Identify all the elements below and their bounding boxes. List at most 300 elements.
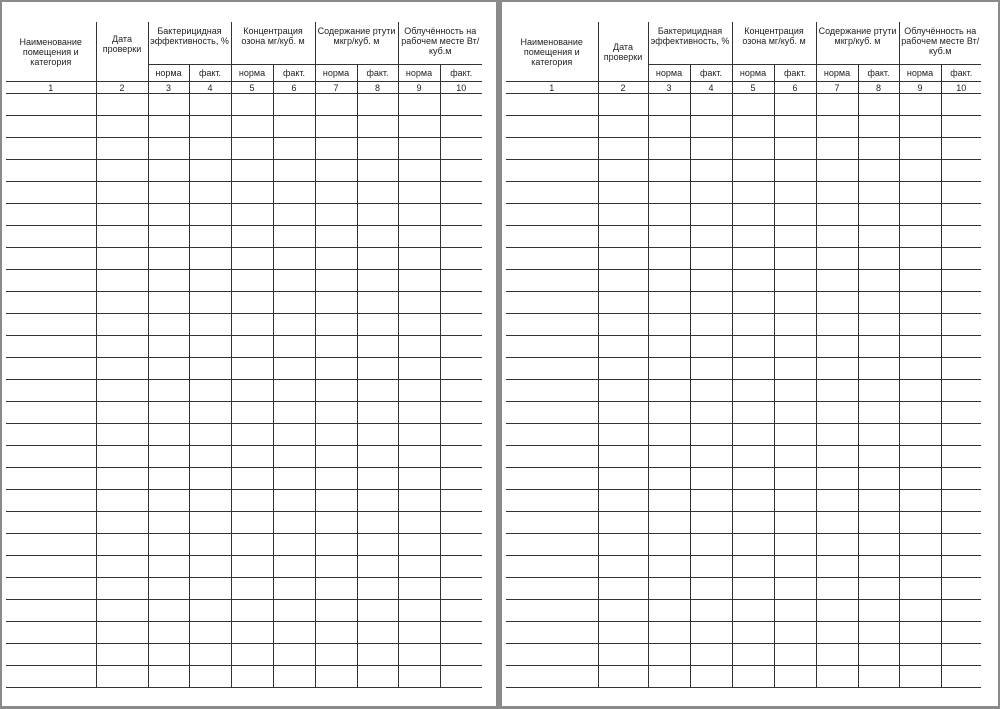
table-cell[interactable]: [858, 226, 899, 248]
table-cell[interactable]: [398, 534, 440, 556]
table-cell[interactable]: [732, 182, 774, 204]
table-cell[interactable]: [315, 116, 357, 138]
table-cell[interactable]: [96, 556, 148, 578]
table-cell[interactable]: [941, 490, 981, 512]
table-cell[interactable]: [732, 160, 774, 182]
table-cell[interactable]: [899, 270, 941, 292]
table-cell[interactable]: [96, 468, 148, 490]
table-cell[interactable]: [816, 160, 858, 182]
table-cell[interactable]: [732, 644, 774, 666]
table-cell[interactable]: [598, 204, 648, 226]
table-cell[interactable]: [315, 358, 357, 380]
table-cell[interactable]: [598, 314, 648, 336]
table-cell[interactable]: [648, 622, 690, 644]
table-cell[interactable]: [273, 204, 315, 226]
table-cell[interactable]: [598, 402, 648, 424]
table-cell[interactable]: [690, 556, 732, 578]
table-cell[interactable]: [941, 644, 981, 666]
table-cell[interactable]: [941, 204, 981, 226]
table-cell[interactable]: [858, 446, 899, 468]
table-cell[interactable]: [273, 226, 315, 248]
table-cell[interactable]: [941, 468, 981, 490]
table-cell[interactable]: [858, 468, 899, 490]
table-cell[interactable]: [315, 534, 357, 556]
table-cell[interactable]: [598, 160, 648, 182]
table-cell[interactable]: [398, 160, 440, 182]
table-cell[interactable]: [648, 380, 690, 402]
table-cell[interactable]: [506, 644, 598, 666]
table-cell[interactable]: [816, 182, 858, 204]
table-cell[interactable]: [231, 468, 273, 490]
table-cell[interactable]: [858, 94, 899, 116]
table-cell[interactable]: [440, 666, 482, 688]
table-cell[interactable]: [96, 270, 148, 292]
table-cell[interactable]: [189, 380, 231, 402]
table-cell[interactable]: [440, 512, 482, 534]
table-cell[interactable]: [774, 380, 816, 402]
table-cell[interactable]: [6, 380, 96, 402]
table-cell[interactable]: [96, 292, 148, 314]
table-cell[interactable]: [648, 468, 690, 490]
table-cell[interactable]: [398, 292, 440, 314]
table-cell[interactable]: [315, 424, 357, 446]
table-cell[interactable]: [231, 138, 273, 160]
table-cell[interactable]: [506, 226, 598, 248]
table-cell[interactable]: [506, 358, 598, 380]
table-cell[interactable]: [189, 402, 231, 424]
table-cell[interactable]: [273, 556, 315, 578]
table-cell[interactable]: [315, 314, 357, 336]
table-cell[interactable]: [941, 556, 981, 578]
table-cell[interactable]: [774, 116, 816, 138]
table-cell[interactable]: [398, 380, 440, 402]
table-cell[interactable]: [189, 666, 231, 688]
table-cell[interactable]: [899, 358, 941, 380]
table-cell[interactable]: [732, 534, 774, 556]
table-cell[interactable]: [315, 600, 357, 622]
table-cell[interactable]: [732, 314, 774, 336]
table-cell[interactable]: [858, 402, 899, 424]
table-cell[interactable]: [6, 446, 96, 468]
table-cell[interactable]: [357, 424, 398, 446]
table-cell[interactable]: [732, 578, 774, 600]
table-cell[interactable]: [148, 446, 189, 468]
table-cell[interactable]: [6, 644, 96, 666]
table-cell[interactable]: [648, 600, 690, 622]
table-cell[interactable]: [648, 556, 690, 578]
table-cell[interactable]: [858, 644, 899, 666]
table-cell[interactable]: [899, 160, 941, 182]
table-cell[interactable]: [148, 204, 189, 226]
table-cell[interactable]: [816, 556, 858, 578]
table-cell[interactable]: [899, 314, 941, 336]
table-cell[interactable]: [273, 424, 315, 446]
table-cell[interactable]: [899, 226, 941, 248]
table-cell[interactable]: [189, 226, 231, 248]
table-cell[interactable]: [690, 358, 732, 380]
table-cell[interactable]: [598, 336, 648, 358]
table-cell[interactable]: [148, 358, 189, 380]
table-cell[interactable]: [598, 490, 648, 512]
table-cell[interactable]: [6, 534, 96, 556]
table-cell[interactable]: [690, 380, 732, 402]
table-cell[interactable]: [816, 534, 858, 556]
table-cell[interactable]: [6, 182, 96, 204]
table-cell[interactable]: [315, 446, 357, 468]
table-cell[interactable]: [398, 402, 440, 424]
table-cell[interactable]: [231, 116, 273, 138]
table-cell[interactable]: [774, 512, 816, 534]
table-cell[interactable]: [231, 160, 273, 182]
table-cell[interactable]: [357, 402, 398, 424]
table-cell[interactable]: [231, 490, 273, 512]
table-cell[interactable]: [96, 402, 148, 424]
table-cell[interactable]: [315, 556, 357, 578]
table-cell[interactable]: [732, 270, 774, 292]
table-cell[interactable]: [273, 490, 315, 512]
table-cell[interactable]: [440, 292, 482, 314]
table-cell[interactable]: [506, 204, 598, 226]
table-cell[interactable]: [648, 248, 690, 270]
table-cell[interactable]: [941, 116, 981, 138]
table-cell[interactable]: [690, 490, 732, 512]
table-cell[interactable]: [858, 182, 899, 204]
table-cell[interactable]: [273, 512, 315, 534]
table-cell[interactable]: [941, 578, 981, 600]
table-cell[interactable]: [506, 336, 598, 358]
table-cell[interactable]: [774, 578, 816, 600]
table-cell[interactable]: [6, 160, 96, 182]
table-cell[interactable]: [231, 600, 273, 622]
table-cell[interactable]: [506, 622, 598, 644]
table-cell[interactable]: [96, 644, 148, 666]
table-cell[interactable]: [690, 512, 732, 534]
table-cell[interactable]: [941, 138, 981, 160]
table-cell[interactable]: [96, 380, 148, 402]
table-cell[interactable]: [315, 622, 357, 644]
table-cell[interactable]: [315, 468, 357, 490]
table-cell[interactable]: [440, 248, 482, 270]
table-cell[interactable]: [774, 600, 816, 622]
table-cell[interactable]: [6, 578, 96, 600]
table-cell[interactable]: [440, 182, 482, 204]
table-cell[interactable]: [315, 182, 357, 204]
table-cell[interactable]: [189, 512, 231, 534]
table-cell[interactable]: [648, 358, 690, 380]
table-cell[interactable]: [774, 622, 816, 644]
table-cell[interactable]: [941, 380, 981, 402]
table-cell[interactable]: [96, 490, 148, 512]
table-cell[interactable]: [506, 270, 598, 292]
table-cell[interactable]: [189, 622, 231, 644]
table-cell[interactable]: [148, 248, 189, 270]
table-cell[interactable]: [231, 666, 273, 688]
table-cell[interactable]: [231, 248, 273, 270]
table-cell[interactable]: [858, 116, 899, 138]
table-cell[interactable]: [690, 160, 732, 182]
table-cell[interactable]: [506, 534, 598, 556]
table-cell[interactable]: [816, 446, 858, 468]
table-cell[interactable]: [148, 94, 189, 116]
table-cell[interactable]: [774, 160, 816, 182]
table-cell[interactable]: [357, 270, 398, 292]
table-cell[interactable]: [506, 292, 598, 314]
table-cell[interactable]: [598, 248, 648, 270]
table-cell[interactable]: [899, 94, 941, 116]
table-cell[interactable]: [398, 138, 440, 160]
table-cell[interactable]: [816, 600, 858, 622]
table-cell[interactable]: [941, 94, 981, 116]
table-cell[interactable]: [273, 182, 315, 204]
table-cell[interactable]: [273, 248, 315, 270]
table-cell[interactable]: [690, 182, 732, 204]
table-cell[interactable]: [648, 424, 690, 446]
table-cell[interactable]: [148, 512, 189, 534]
table-cell[interactable]: [148, 666, 189, 688]
table-cell[interactable]: [899, 204, 941, 226]
table-cell[interactable]: [189, 534, 231, 556]
table-cell[interactable]: [899, 336, 941, 358]
table-cell[interactable]: [648, 182, 690, 204]
table-cell[interactable]: [506, 512, 598, 534]
table-cell[interactable]: [690, 248, 732, 270]
table-cell[interactable]: [506, 402, 598, 424]
table-cell[interactable]: [598, 446, 648, 468]
table-cell[interactable]: [357, 248, 398, 270]
table-cell[interactable]: [858, 314, 899, 336]
table-cell[interactable]: [231, 94, 273, 116]
table-cell[interactable]: [816, 666, 858, 688]
table-cell[interactable]: [506, 182, 598, 204]
table-cell[interactable]: [315, 666, 357, 688]
table-cell[interactable]: [96, 358, 148, 380]
table-cell[interactable]: [598, 292, 648, 314]
table-cell[interactable]: [231, 380, 273, 402]
table-cell[interactable]: [315, 248, 357, 270]
table-cell[interactable]: [440, 402, 482, 424]
table-cell[interactable]: [506, 556, 598, 578]
table-cell[interactable]: [6, 292, 96, 314]
table-cell[interactable]: [315, 380, 357, 402]
table-cell[interactable]: [357, 138, 398, 160]
table-cell[interactable]: [690, 204, 732, 226]
table-cell[interactable]: [231, 534, 273, 556]
table-cell[interactable]: [690, 336, 732, 358]
table-cell[interactable]: [6, 600, 96, 622]
table-cell[interactable]: [96, 534, 148, 556]
table-cell[interactable]: [189, 644, 231, 666]
table-cell[interactable]: [774, 204, 816, 226]
table-cell[interactable]: [357, 578, 398, 600]
table-cell[interactable]: [858, 622, 899, 644]
table-cell[interactable]: [357, 600, 398, 622]
table-cell[interactable]: [6, 226, 96, 248]
table-cell[interactable]: [858, 160, 899, 182]
table-cell[interactable]: [357, 622, 398, 644]
table-cell[interactable]: [816, 292, 858, 314]
table-cell[interactable]: [816, 116, 858, 138]
table-cell[interactable]: [816, 94, 858, 116]
table-cell[interactable]: [506, 314, 598, 336]
table-cell[interactable]: [273, 666, 315, 688]
table-cell[interactable]: [598, 116, 648, 138]
table-cell[interactable]: [598, 380, 648, 402]
table-cell[interactable]: [315, 160, 357, 182]
table-cell[interactable]: [941, 182, 981, 204]
table-cell[interactable]: [899, 534, 941, 556]
table-cell[interactable]: [273, 292, 315, 314]
table-cell[interactable]: [6, 204, 96, 226]
table-cell[interactable]: [440, 424, 482, 446]
table-cell[interactable]: [941, 424, 981, 446]
table-cell[interactable]: [899, 402, 941, 424]
table-cell[interactable]: [231, 226, 273, 248]
table-cell[interactable]: [732, 556, 774, 578]
table-cell[interactable]: [899, 116, 941, 138]
table-cell[interactable]: [398, 336, 440, 358]
table-cell[interactable]: [398, 116, 440, 138]
table-cell[interactable]: [189, 270, 231, 292]
table-cell[interactable]: [273, 160, 315, 182]
table-cell[interactable]: [398, 94, 440, 116]
table-cell[interactable]: [96, 138, 148, 160]
table-cell[interactable]: [189, 204, 231, 226]
table-cell[interactable]: [816, 644, 858, 666]
table-cell[interactable]: [899, 446, 941, 468]
table-cell[interactable]: [732, 204, 774, 226]
table-cell[interactable]: [690, 226, 732, 248]
table-cell[interactable]: [189, 358, 231, 380]
table-cell[interactable]: [690, 622, 732, 644]
table-cell[interactable]: [690, 402, 732, 424]
table-cell[interactable]: [690, 644, 732, 666]
table-cell[interactable]: [148, 534, 189, 556]
table-cell[interactable]: [690, 468, 732, 490]
table-cell[interactable]: [732, 468, 774, 490]
table-cell[interactable]: [690, 600, 732, 622]
table-cell[interactable]: [690, 94, 732, 116]
table-cell[interactable]: [648, 226, 690, 248]
table-cell[interactable]: [6, 424, 96, 446]
table-cell[interactable]: [858, 578, 899, 600]
table-cell[interactable]: [941, 402, 981, 424]
table-cell[interactable]: [858, 358, 899, 380]
table-cell[interactable]: [273, 644, 315, 666]
table-cell[interactable]: [398, 424, 440, 446]
table-cell[interactable]: [598, 600, 648, 622]
table-cell[interactable]: [357, 314, 398, 336]
table-cell[interactable]: [357, 534, 398, 556]
table-cell[interactable]: [315, 644, 357, 666]
table-cell[interactable]: [598, 666, 648, 688]
table-cell[interactable]: [357, 204, 398, 226]
table-cell[interactable]: [690, 270, 732, 292]
table-cell[interactable]: [440, 336, 482, 358]
table-cell[interactable]: [690, 666, 732, 688]
table-cell[interactable]: [648, 270, 690, 292]
table-cell[interactable]: [148, 380, 189, 402]
table-cell[interactable]: [273, 336, 315, 358]
table-cell[interactable]: [648, 446, 690, 468]
table-cell[interactable]: [148, 270, 189, 292]
table-cell[interactable]: [816, 138, 858, 160]
table-cell[interactable]: [506, 248, 598, 270]
table-cell[interactable]: [774, 248, 816, 270]
table-cell[interactable]: [816, 358, 858, 380]
table-cell[interactable]: [732, 512, 774, 534]
table-cell[interactable]: [858, 490, 899, 512]
table-cell[interactable]: [858, 204, 899, 226]
table-cell[interactable]: [941, 534, 981, 556]
table-cell[interactable]: [315, 336, 357, 358]
table-cell[interactable]: [899, 644, 941, 666]
table-cell[interactable]: [189, 248, 231, 270]
table-cell[interactable]: [816, 270, 858, 292]
table-cell[interactable]: [231, 292, 273, 314]
table-cell[interactable]: [598, 534, 648, 556]
table-cell[interactable]: [6, 116, 96, 138]
table-cell[interactable]: [357, 512, 398, 534]
table-cell[interactable]: [506, 380, 598, 402]
table-cell[interactable]: [690, 446, 732, 468]
table-cell[interactable]: [189, 314, 231, 336]
table-cell[interactable]: [96, 94, 148, 116]
table-cell[interactable]: [648, 402, 690, 424]
table-cell[interactable]: [6, 622, 96, 644]
table-cell[interactable]: [732, 248, 774, 270]
table-cell[interactable]: [899, 490, 941, 512]
table-cell[interactable]: [858, 380, 899, 402]
table-cell[interactable]: [506, 116, 598, 138]
table-cell[interactable]: [440, 138, 482, 160]
table-cell[interactable]: [6, 512, 96, 534]
table-cell[interactable]: [690, 578, 732, 600]
table-cell[interactable]: [315, 226, 357, 248]
table-cell[interactable]: [96, 226, 148, 248]
table-cell[interactable]: [941, 622, 981, 644]
table-cell[interactable]: [231, 402, 273, 424]
table-cell[interactable]: [506, 160, 598, 182]
table-cell[interactable]: [440, 270, 482, 292]
table-cell[interactable]: [96, 314, 148, 336]
table-cell[interactable]: [231, 336, 273, 358]
table-cell[interactable]: [816, 468, 858, 490]
table-cell[interactable]: [899, 380, 941, 402]
table-cell[interactable]: [506, 94, 598, 116]
table-cell[interactable]: [732, 490, 774, 512]
table-cell[interactable]: [648, 490, 690, 512]
table-cell[interactable]: [440, 600, 482, 622]
table-cell[interactable]: [189, 292, 231, 314]
table-cell[interactable]: [357, 358, 398, 380]
table-cell[interactable]: [6, 336, 96, 358]
table-cell[interactable]: [732, 116, 774, 138]
table-cell[interactable]: [357, 666, 398, 688]
table-cell[interactable]: [648, 204, 690, 226]
table-cell[interactable]: [858, 138, 899, 160]
table-cell[interactable]: [6, 270, 96, 292]
table-cell[interactable]: [774, 270, 816, 292]
table-cell[interactable]: [440, 314, 482, 336]
table-cell[interactable]: [941, 160, 981, 182]
table-cell[interactable]: [648, 160, 690, 182]
table-cell[interactable]: [732, 600, 774, 622]
table-cell[interactable]: [315, 490, 357, 512]
table-cell[interactable]: [899, 666, 941, 688]
table-cell[interactable]: [231, 512, 273, 534]
table-cell[interactable]: [732, 292, 774, 314]
table-cell[interactable]: [231, 424, 273, 446]
